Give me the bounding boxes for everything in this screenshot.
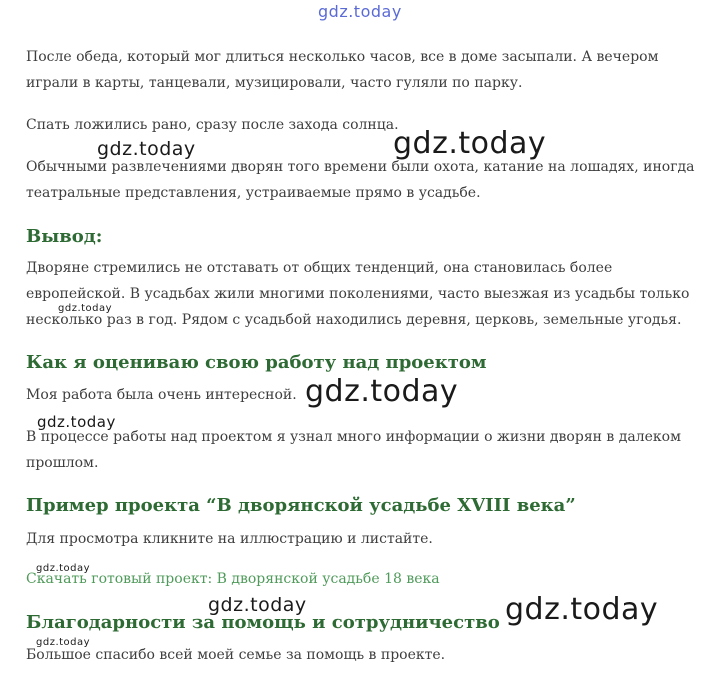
paragraph-interesting: Моя работа была очень интересной. [26, 387, 297, 403]
heading-conclusion: Вывод: [26, 226, 103, 247]
watermark: gdz.today [37, 413, 116, 431]
watermark: gdz.today [97, 138, 196, 160]
watermark: gdz.today [393, 126, 547, 161]
watermark: gdz.today [208, 594, 307, 616]
paragraph-sleep: Спать ложились рано, сразу после захода солнца. [26, 117, 399, 133]
watermark: gdz.today [36, 563, 91, 574]
paragraph-after-lunch: После обеда, который мог длиться несколько часов, все в доме засыпали. А вечером играли в карты, танцевали, музицировали, часто гуляли по парку. [26, 49, 659, 91]
watermark: gdz.today [305, 374, 459, 409]
watermark-top: gdz.today [318, 2, 402, 21]
paragraph-thanks: Большое спасибо всей моей семье за помощь в проекте. [26, 647, 446, 663]
paragraph-conclusion: Дворяне стремились не отставать от общих тенденций, она становилась более европейской. В усадьбах жили многими поколениями, часто выезжая из усадьбы только несколько раз в год. Рядом с усадьбой находились деревня, церковь, земельные угодья. [26, 260, 690, 328]
paragraph-click-instruction: Для просмотра кликните на иллюстрацию и листайте. [26, 531, 433, 547]
download-project-link[interactable]: Скачать готовый проект: В дворянской усадьбе 18 века [26, 571, 440, 587]
heading-project-example: Пример проекта “В дворянской усадьбе XVIII века” [26, 495, 576, 516]
watermark: gdz.today [505, 592, 659, 627]
paragraph-entertainment: Обычными развлечениями дворян того времени были охота, катание на лошадях, иногда театральные представления, устраиваемые прямо в усадьбе. [26, 159, 695, 201]
paragraph-learned: В процессе работы над проектом я узнал много информации о жизни дворян в далеком прошлом. [26, 429, 681, 471]
watermark: gdz.today [58, 303, 113, 314]
heading-thanks: Благодарности за помощь и сотрудничество [26, 612, 500, 633]
watermark: gdz.today [36, 637, 91, 648]
heading-self-assessment: Как я оцениваю свою работу над проектом [26, 352, 487, 373]
